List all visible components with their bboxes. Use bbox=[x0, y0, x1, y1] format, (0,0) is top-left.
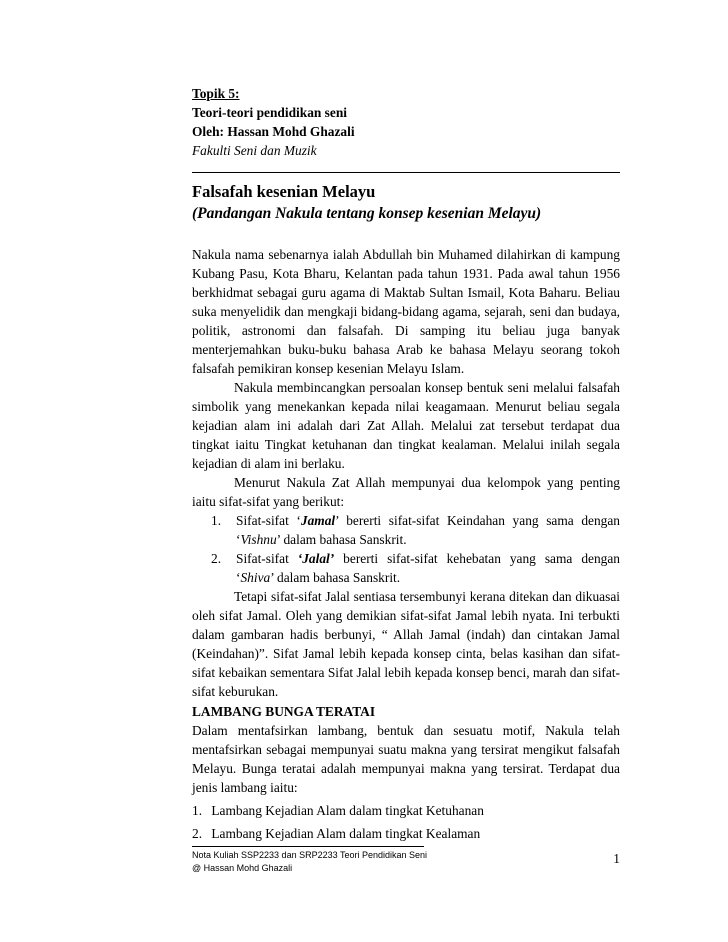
paragraph-lambang: Dalam mentafsirkan lambang, bentuk dan sesuatu motif, Nakula telah mentafsirkan sebagai mempunyai suatu makna yang tersirat mengikut falsafah Melayu. Bunga teratai adalah mempunyai makna yang tersirat. Terdapat dua jenis lambang iaitu: bbox=[192, 723, 620, 795]
paragraph-symbolism: Nakula membincangkan persoalan konsep bentuk seni melalui falsafah simbolik yang menekankan kepada nilai keagamaan. Menurut beliau segala kejadian alam ini adalah dari Zat Allah. Melalui zat tersebut terdapat dua tingkat iaitu Tingkat ketuhanan dan tingkat kealaman. Melalui inilah segala kejadian di alam ini berlaku. bbox=[192, 380, 620, 471]
page-subtitle: (Pandangan Nakula tentang konsep kesenian Melayu) bbox=[192, 205, 542, 222]
page-number: 1 bbox=[613, 851, 620, 866]
list-item: 1. Sifat-sifat ‘Jamal’ bererti sifat-sifat Keindahan yang sama dengan ‘Vishnu’ dalam bahasa Sanskrit. bbox=[211, 513, 620, 547]
footer-copyright: @ Hassan Mohd Ghazali bbox=[192, 863, 293, 873]
topic-label: Topik 5: bbox=[192, 86, 240, 101]
list-number: 2. bbox=[192, 826, 203, 841]
page-footer bbox=[192, 846, 620, 875]
paragraph-jalal-jamal: Tetapi sifat-sifat Jalal sentiasa tersembunyi kerana ditekan dan dikuasai oleh sifat Jamal. Oleh yang demikian sifat-sifat Jamal lebih nyata. Ini terbukti dalam gambaran hadis berbunyi, “ Allah Jamal (indah) dan cintakan Jamal (Keindahan)”. Sifat Jamal lebih kepada konsep cinta, belas kasihan dan sifat-sifat kebaikan sementara Sifat Jalal lebih kepada konsep benci, marah dan sifat-sifat keburukan. bbox=[192, 589, 620, 699]
sifat-list bbox=[192, 511, 620, 587]
footer-divider bbox=[192, 846, 424, 847]
author-line: Oleh: Hassan Mohd Ghazali bbox=[192, 124, 355, 139]
lambang-list bbox=[192, 801, 620, 843]
document-header bbox=[192, 84, 620, 160]
subject-line: Teori-teori pendidikan seni bbox=[192, 105, 348, 120]
paragraph-zat-allah: Menurut Nakula Zat Allah mempunyai dua kelompok yang penting iaitu sifat-sifat yang berikut: bbox=[192, 475, 620, 509]
list-item: 1. Lambang Kejadian Alam dalam tingkat Ketuhanan bbox=[192, 803, 484, 818]
list-number: 2. bbox=[211, 551, 222, 566]
footer-course-note: Nota Kuliah SSP2233 dan SRP2233 Teori Pendidikan Seni bbox=[192, 850, 427, 860]
list-item: 2. Lambang Kejadian Alam dalam tingkat Kealaman bbox=[192, 826, 481, 841]
header-divider bbox=[192, 172, 620, 173]
section-heading: LAMBANG BUNGA TERATAI bbox=[192, 704, 376, 719]
term-shiva: Shiva bbox=[240, 570, 271, 585]
list-number: 1. bbox=[192, 803, 203, 818]
document-page bbox=[192, 84, 620, 843]
paragraph-biography: Nakula nama sebenarnya ialah Abdullah bin Muhamed dilahirkan di kampung Kubang Pasu, Kota Bharu, Kelantan pada tahun 1931. Pada awal tahun 1956 berkhidmat sebagai guru agama di Maktab Sultan Ismail, Kota Baharu. Beliau suka menyelidik dan mengkaji bidang-bidang agama, sejarah, seni dan budaya, politik, astronomi dan falsafah. Di samping itu beliau juga banyak menterjemahkan buku-buku bahasa Arab ke bahasa Melayu seorang tokoh falsafah pemikiran konsep kesenian Melayu Islam. bbox=[192, 247, 620, 376]
list-item: 2. Sifat-sifat ‘Jalal’ bererti sifat-sifat kehebatan yang sama dengan ‘Shiva’ dalam bahasa Sanskrit. bbox=[211, 551, 620, 585]
term-jamal: Jamal bbox=[300, 513, 336, 528]
term-vishnu: Vishnu bbox=[240, 532, 277, 547]
page-title: Falsafah kesenian Melayu bbox=[192, 182, 376, 201]
list-number: 1. bbox=[211, 513, 222, 528]
term-jalal: ‘Jalal’ bbox=[297, 551, 335, 566]
faculty-line: Fakulti Seni dan Muzik bbox=[192, 143, 317, 158]
